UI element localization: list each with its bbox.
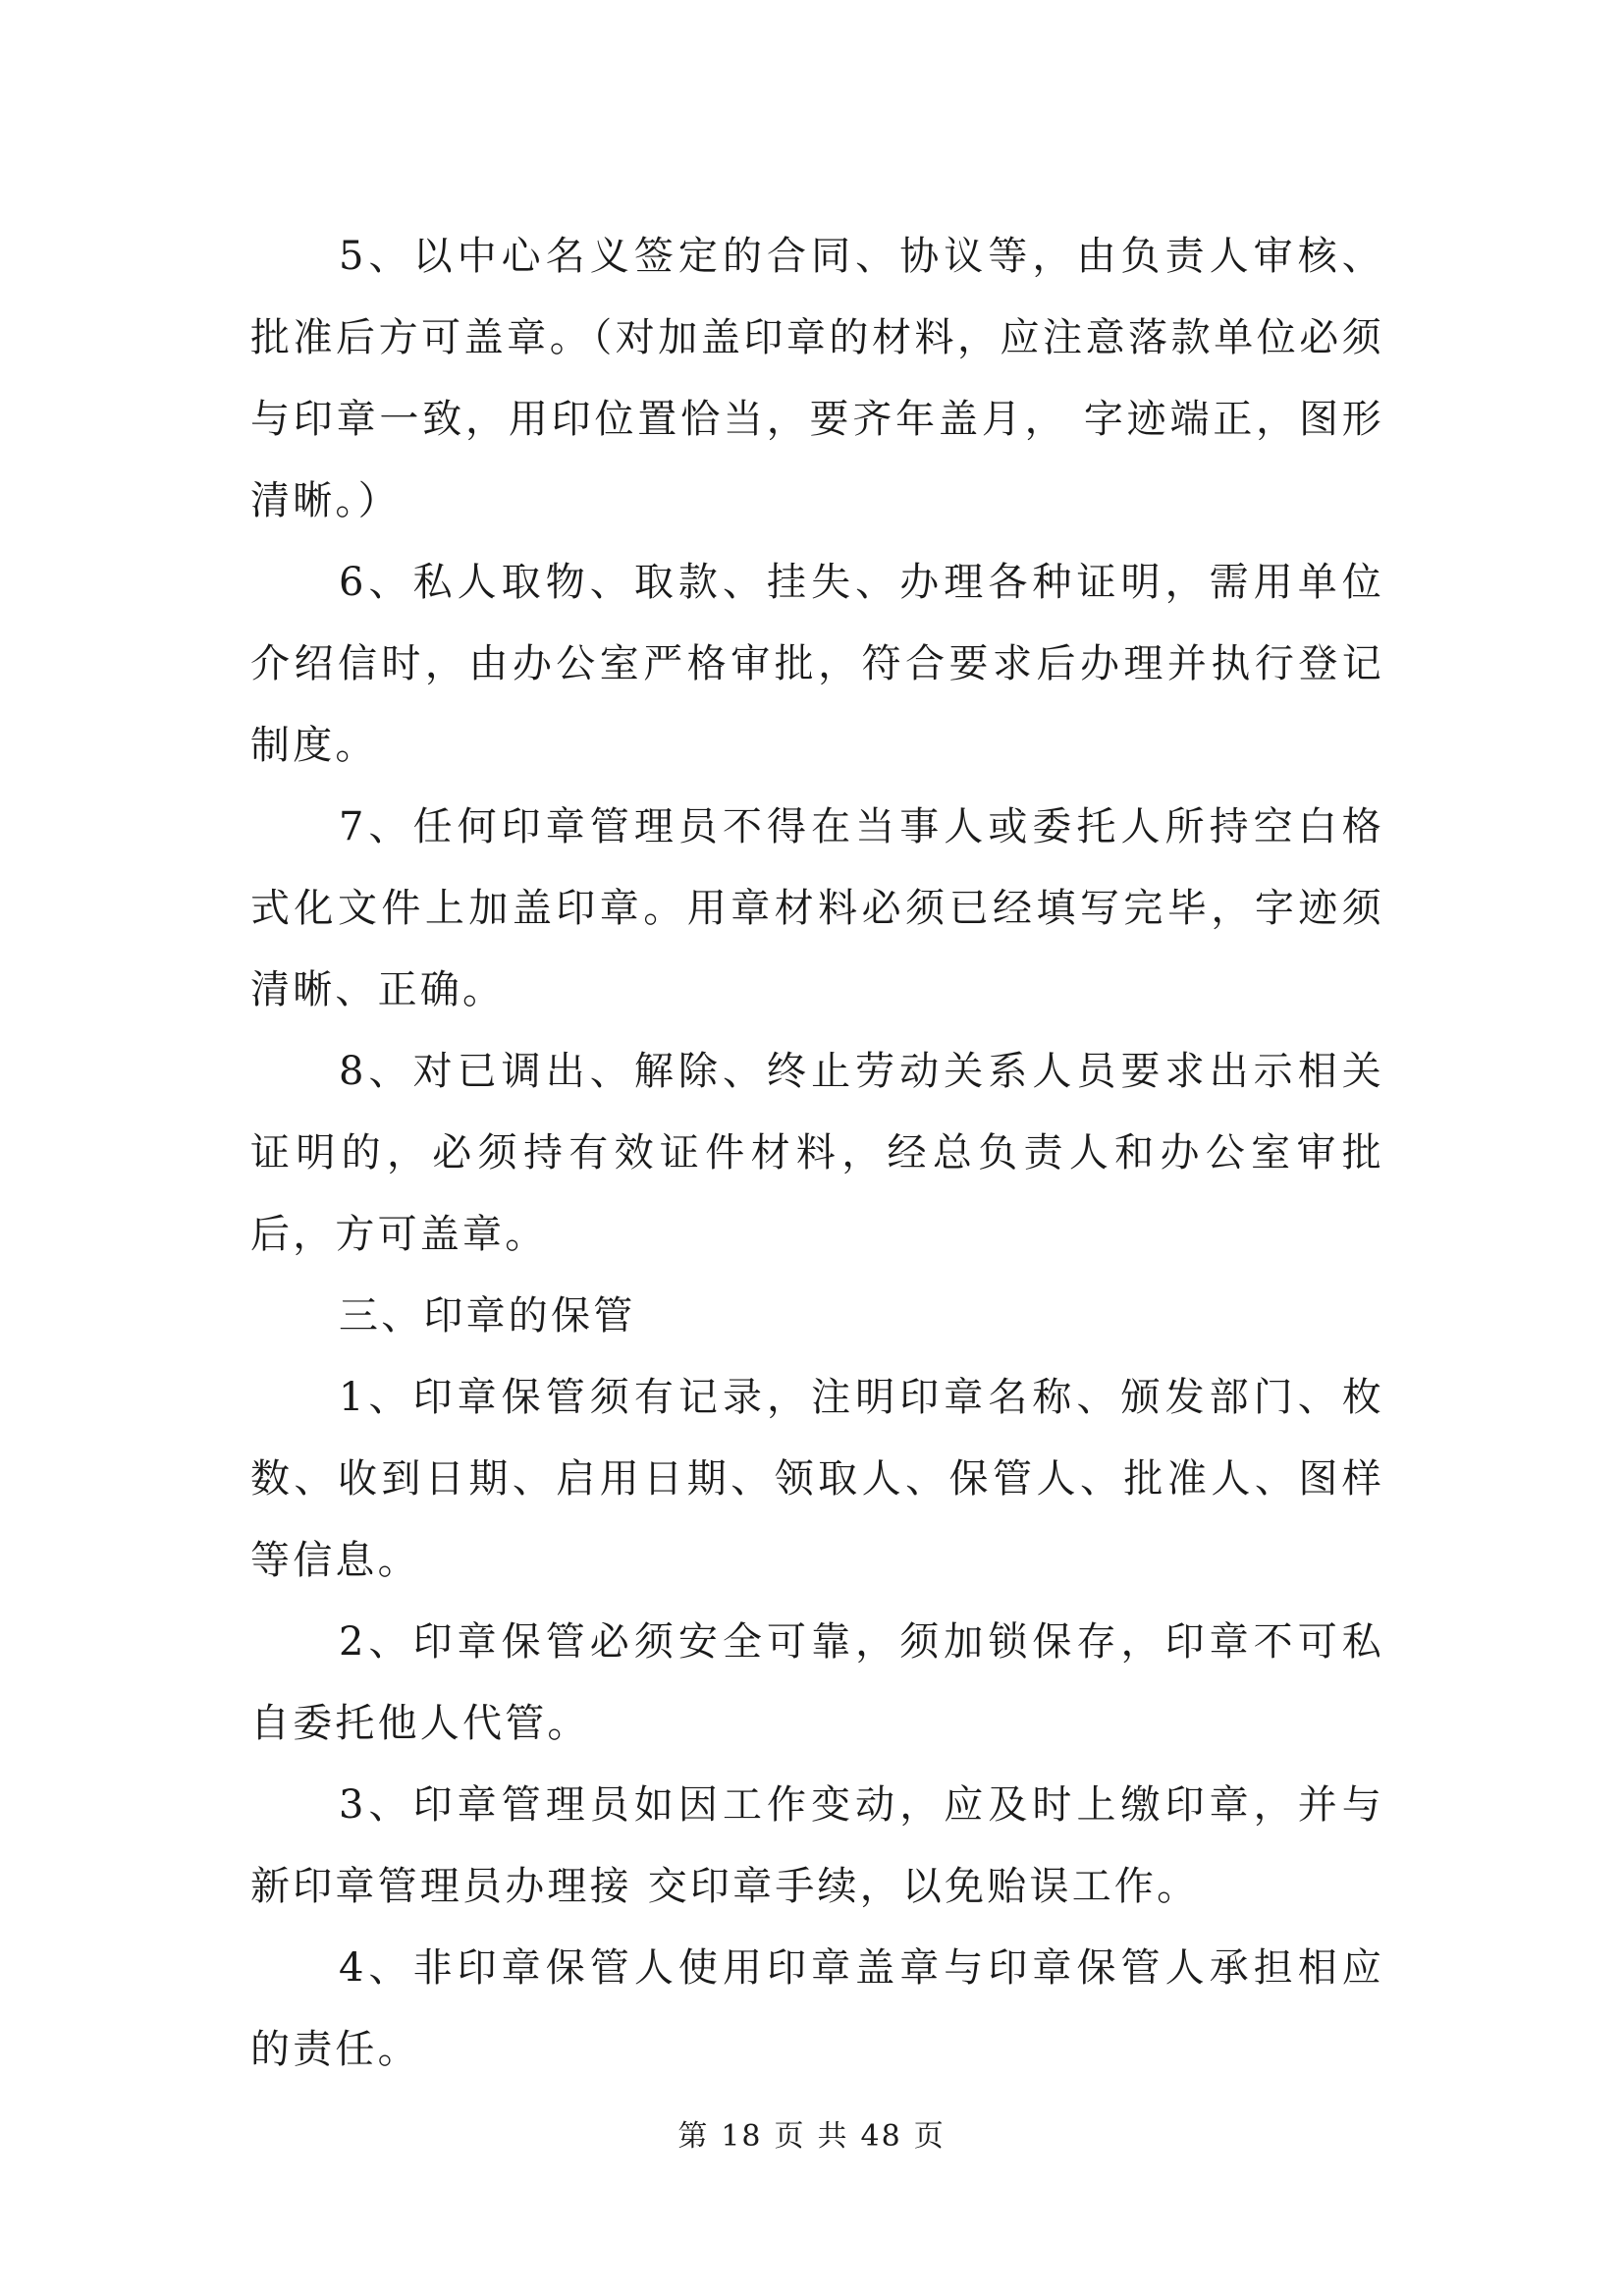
footer-total-label: 共: [817, 2119, 849, 2154]
paragraph-item-6: 6、私人取物、取款、挂失、办理各种证明，需用单位介绍信时，由办公室严格审批，符合要求后办理并执行登记制度。: [250, 560, 1384, 768]
total-pages-number: 48: [860, 2119, 902, 2154]
section-paragraph-2: 2、印章保管必须安全可靠，须加锁保存，印章不可私自委托他人代管。: [250, 1619, 1384, 1746]
document-body: [250, 216, 1384, 2091]
footer-prefix: 第: [677, 2119, 710, 2154]
section-paragraph-4: 4、非印章保管人使用印章盖章与印章保管人承担相应的责任。: [250, 1945, 1384, 2072]
footer-page-label: 页: [774, 2119, 806, 2154]
page-number-footer: [0, 2111, 1623, 2155]
current-page-number: 18: [721, 2119, 763, 2154]
section-heading: 三、印章的保管: [339, 1293, 636, 1339]
section-paragraph-1: 1、印章保管须有记录，注明印章名称、颁发部门、枚数、收到日期、启用日期、领取人、保管人、批准人、图样等信息。: [250, 1375, 1384, 1583]
footer-suffix: 页: [913, 2119, 946, 2154]
paragraph-item-5: 5、以中心名义签定的合同、协议等，由负责人审核、批准后方可盖章。（对加盖印章的材料，应注意落款单位必须与印章一致，用印位置恰当，要齐年盖月， 字迹端正，图形清晰。）: [250, 234, 1384, 523]
paragraph-item-8: 8、对已调出、解除、终止劳动关系人员要求出示相关证明的，必须持有效证件材料，经总负责人和办公室审批后，方可盖章。: [250, 1049, 1384, 1257]
section-paragraph-3: 3、印章管理员如因工作变动，应及时上缴印章，并与新印章管理员办理接 交印章手续，以免贻误工作。: [250, 1782, 1384, 1909]
paragraph-item-7: 7、任何印章管理员不得在当事人或委托人所持空白格式化文件上加盖印章。用章材料必须已经填写完毕，字迹须清晰、正确。: [250, 804, 1384, 1012]
